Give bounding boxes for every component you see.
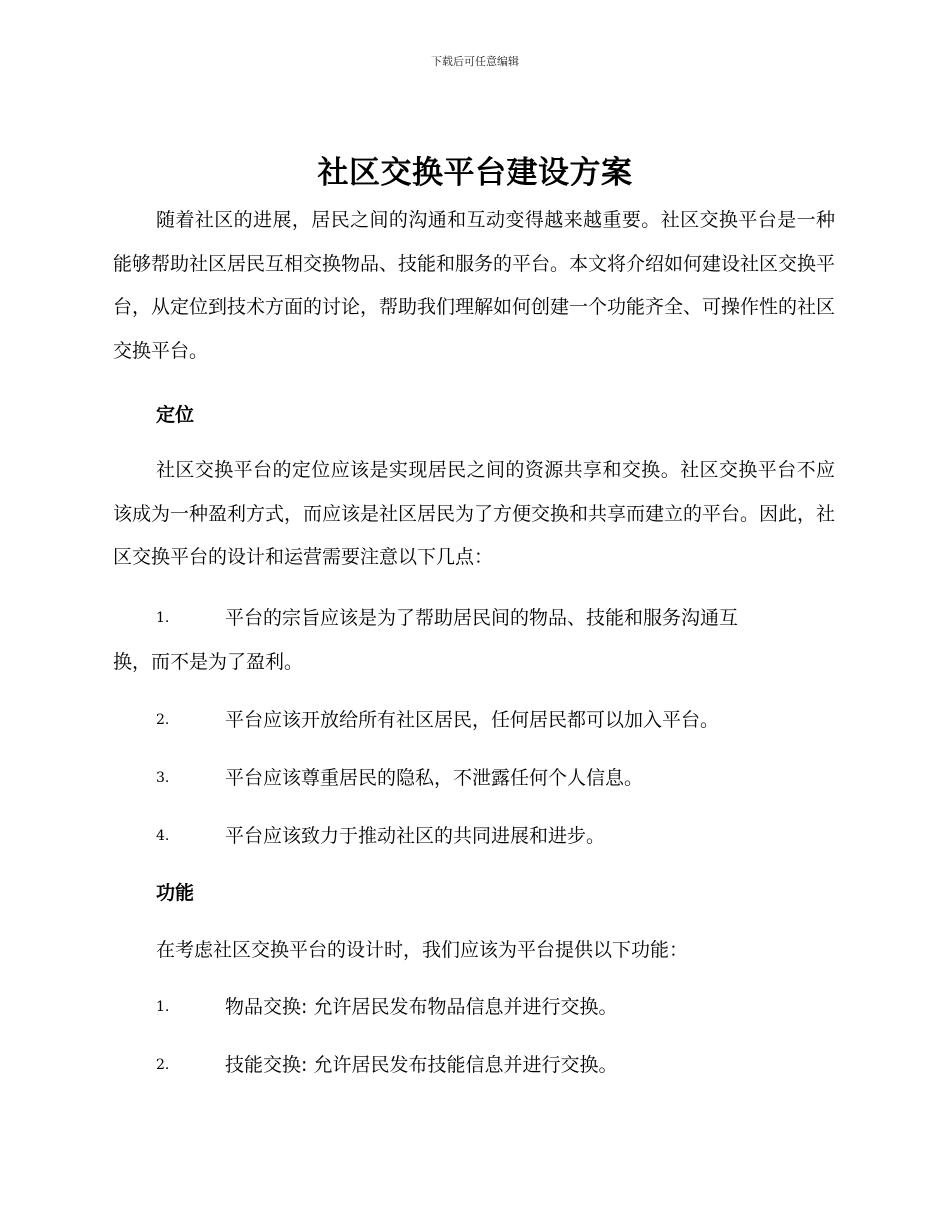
- section-heading-features: 功能: [156, 882, 195, 904]
- list-text: 技能交换: 允许居民发布技能信息并进行交换。: [225, 1054, 618, 1076]
- list-number: 1.: [156, 610, 170, 626]
- features-paragraph: 在考虑社区交换平台的设计时，我们应该为平台提供以下功能：: [156, 939, 689, 961]
- list-number: 4.: [156, 828, 170, 844]
- list-item: [113, 597, 835, 684]
- positioning-paragraph: 社区交换平台的定位应该是实现居民之间的资源共享和交换。社区交换平台不应该成为一种盈利方式，而应该是社区居民为了方便交换和共享而建立的平台。因此，社区交换平台的设计和运营需要注意以下几点：: [113, 459, 836, 568]
- list-text: 平台应该尊重居民的隐私，不泄露任何个人信息。: [225, 767, 644, 789]
- list-number: 2.: [156, 712, 170, 728]
- list-item: [113, 986, 835, 1030]
- list-item: [113, 757, 835, 801]
- header-note: 下载后可任意编辑: [431, 55, 519, 68]
- list-text: 物品交换: 允许居民发布物品信息并进行交换。: [225, 996, 618, 1018]
- list-number: 1.: [156, 999, 170, 1015]
- list-text: 平台应该开放给所有社区居民，任何居民都可以加入平台。: [225, 709, 720, 731]
- intro-paragraph: 随着社区的进展，居民之间的沟通和互动变得越来越重要。社区交换平台是一种能够帮助社区居民互相交换物品、技能和服务的平台。本文将介绍如何建设社区交换平台，从定位到技术方面的讨论，帮助我们理解如何创建一个功能齐全、可操作性的社区交换平台。: [113, 209, 836, 362]
- list-number: 3.: [156, 770, 170, 786]
- document-title: 社区交换平台建设方案: [317, 155, 633, 191]
- list-text: 平台应该致力于推动社区的共同进展和进步。: [225, 825, 606, 847]
- section-heading-positioning: 定位: [156, 404, 195, 426]
- list-text-continued: 换，而不是为了盈利。: [113, 650, 304, 673]
- list-item: [113, 699, 835, 743]
- list-item: [113, 815, 835, 859]
- list-number: 2.: [156, 1057, 170, 1073]
- list-item: [113, 1044, 835, 1088]
- list-text: 平台的宗旨应该是为了帮助居民间的物品、技能和服务沟通互: [225, 607, 739, 629]
